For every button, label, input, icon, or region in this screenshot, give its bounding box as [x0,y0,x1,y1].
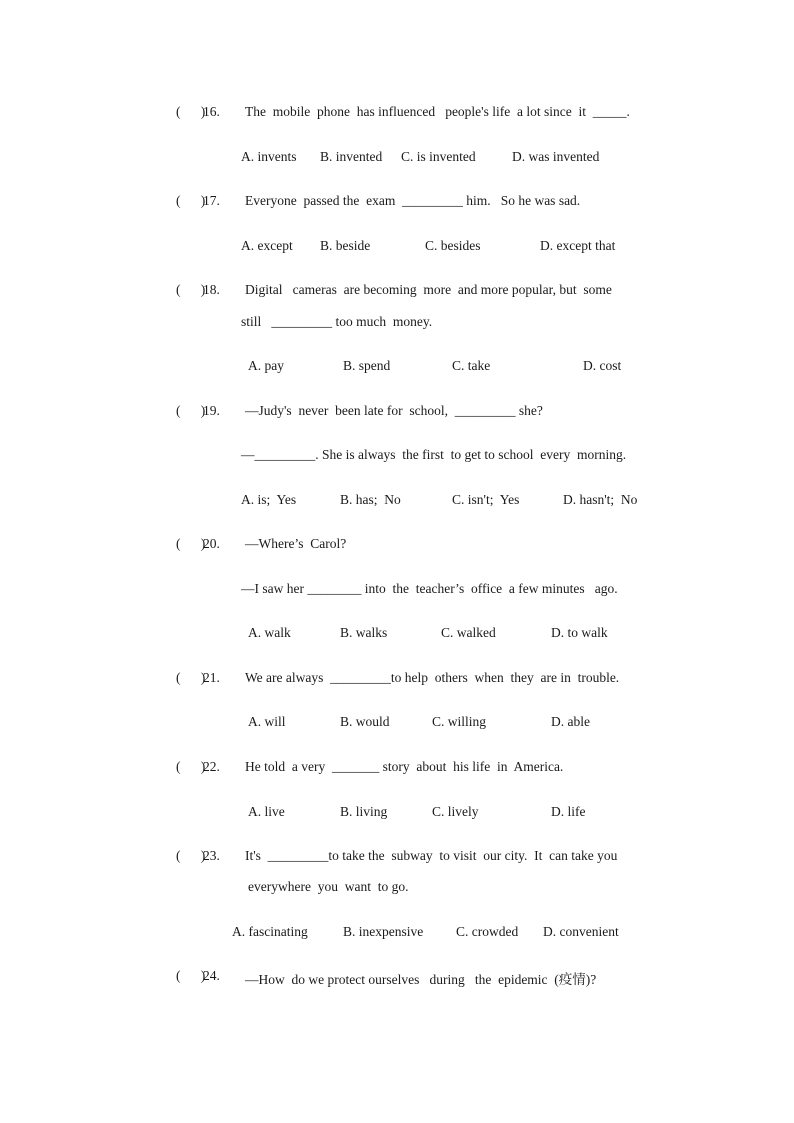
answer-blank: ( ) [176,282,206,297]
question-number: 22. [203,759,220,774]
question-number: 19. [203,403,220,418]
question-stem: —Where’s Carol? [245,536,347,551]
option-d: D. to walk [551,625,608,640]
question-stem: Digital cameras are becoming more and more popular, but some [245,282,612,297]
question-number: 17. [203,193,220,208]
option-d: D. life [551,804,586,819]
answer-blank: ( ) [176,759,206,774]
question-stem: He told a very _______ story about his life in America. [245,759,564,774]
option-c: C. take [452,358,491,373]
answer-blank: ( ) [176,104,206,119]
option-d: D. was invented [512,149,600,164]
option-b: B. living [340,804,388,819]
answer-blank: ( ) [176,848,206,863]
option-b: B. walks [340,625,388,640]
question-stem: —How do we protect ourselves during the epidemic (疫情)? [245,972,597,987]
option-c: C. besides [425,238,481,253]
option-d: D. hasn't; No [563,492,638,507]
answer-blank: ( ) [176,968,206,983]
option-a: A. except [241,238,293,253]
question-stem-line-2: —I saw her ________ into the teacher’s office a few minutes ago. [241,581,618,596]
question-stem-line-2: everywhere you want to go. [248,879,409,894]
option-c: C. isn't; Yes [452,492,520,507]
question-stem-line-2: still _________ too much money. [241,314,433,329]
option-b: B. would [340,714,390,729]
option-d: D. except that [540,238,616,253]
option-a: A. invents [241,149,297,164]
question-number: 18. [203,282,220,297]
question-stem: The mobile phone has influenced people's life a lot since it _____. [245,104,630,119]
option-b: B. spend [343,358,391,373]
option-d: D. able [551,714,590,729]
option-c: C. crowded [456,924,519,939]
option-c: C. willing [432,714,487,729]
question-stem: We are always _________to help others when they are in trouble. [245,670,620,685]
option-a: A. pay [248,358,284,373]
answer-blank: ( ) [176,536,206,551]
question-number: 16. [203,104,220,119]
question-number: 24. [203,968,220,983]
option-c: C. lively [432,804,479,819]
answer-blank: ( ) [176,670,206,685]
option-d: D. convenient [543,924,619,939]
option-a: A. live [248,804,285,819]
option-c: C. walked [441,625,496,640]
option-b: B. beside [320,238,371,253]
question-stem-line-2: —_________. She is always the first to get to school every morning. [241,447,627,462]
question-number: 23. [203,848,220,863]
question-stem: Everyone passed the exam _________ him. So he was sad. [245,193,581,208]
option-d: D. cost [583,358,622,373]
question-stem: It's _________to take the subway to visit our city. It can take you [245,848,618,863]
option-b: B. has; No [340,492,401,507]
question-stem: —Judy's never been late for school, _________ she? [245,403,543,418]
answer-blank: ( ) [176,193,206,208]
option-a: A. walk [248,625,291,640]
question-number: 21. [203,670,220,685]
option-a: A. fascinating [232,924,308,939]
answer-blank: ( ) [176,403,206,418]
option-b: B. inexpensive [343,924,424,939]
option-c: C. is invented [401,149,476,164]
option-a: A. will [248,714,286,729]
question-number: 20. [203,536,220,551]
option-a: A. is; Yes [241,492,297,507]
option-b: B. invented [320,149,383,164]
